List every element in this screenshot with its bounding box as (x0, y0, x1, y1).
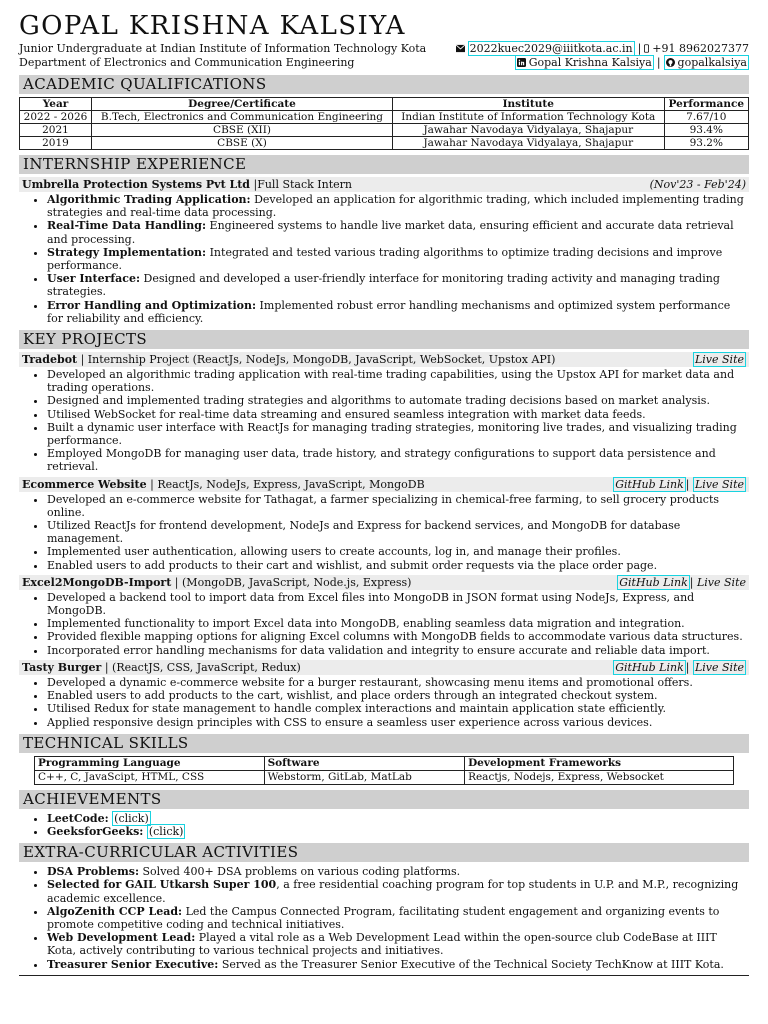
list-item: • Algorithmic Trading Application: Developed an application for algorithmic trading, which included implementing trading strategies and real-time data processing. (47, 193, 749, 219)
list-item: • Enabled users to add products to the cart, wishlist, and place orders through an integrated checkout system. (47, 689, 749, 702)
project-header-tradebot (19, 352, 749, 367)
academic-header-institute: Institute (393, 98, 665, 111)
subtitle-line-2: Department of Electronics and Communication Engineering (19, 56, 355, 69)
academic-header-performance: Performance (664, 98, 748, 111)
project-name: Tasty Burger (22, 660, 102, 674)
list-item: • Implemented user authentication, allowing users to create accounts, log in, and manage their profiles. (47, 545, 749, 558)
bottom-rule (19, 975, 749, 976)
list-item: • Developed an algorithmic trading application with real-time trading capabilities, using the Upstox API for market data and trading operations. (47, 368, 749, 394)
section-title-achievements: ACHIEVEMENTS (19, 790, 749, 809)
table-row (20, 124, 749, 137)
table-cell: Webstorm, GitLab, MatLab (264, 770, 465, 784)
table-row (35, 770, 734, 784)
link-separator: | (689, 575, 694, 589)
table-cell: 93.4% (664, 124, 748, 137)
project-name: Excel2MongoDB-Import (22, 575, 172, 589)
project-stack: | (MongoDB, JavaScript, Node.js, Express) (171, 575, 412, 589)
section-title-extracurricular: EXTRA-CURRICULAR ACTIVITIES (19, 843, 749, 862)
list-item: • AlgoZenith CCP Lead: Led the Campus Connected Program, facilitating student engagement and organizing events to promote competitive coding and technical initiatives. (47, 905, 749, 931)
list-item: • Implemented functionality to import Excel data into MongoDB, enabling seamless data migration and integration. (47, 617, 749, 630)
leetcode-link[interactable]: (click) (114, 811, 149, 825)
list-item: • Developed an e-commerce website for Tathagat, a farmer specializing in chemical-free farming, to sell grocery products online. (47, 493, 749, 519)
link-separator: | (685, 477, 690, 491)
skills-table (34, 756, 734, 785)
list-item: • Built a dynamic user interface with ReactJs for managing trading strategies, monitoring live trades, and visualizing trading performance. (47, 421, 749, 447)
list-item: • LeetCode: (click) (47, 812, 749, 825)
academic-table (19, 97, 749, 150)
project-bullets-excel2mongodb (19, 591, 749, 657)
table-cell: 2019 (20, 137, 92, 150)
candidate-name: GOPAL KRISHNA KALSIYA (19, 11, 406, 41)
list-item: • Developed a dynamic e-commerce website for a burger restaurant, showcasing menu items and promotional offers. (47, 676, 749, 689)
live-site-text: Live Site (696, 575, 746, 589)
github-label: gopalkalsiya (677, 56, 747, 69)
linkedin-link[interactable] (515, 55, 654, 70)
section-title-skills: TECHNICAL SKILLS (19, 734, 749, 753)
table-row (20, 137, 749, 150)
project-bullets-ecommerce (19, 493, 749, 572)
list-item: • Provided flexible mapping options for aligning Excel columns with MongoDB fields to accommodate various data structures. (47, 630, 749, 643)
github-link[interactable] (664, 55, 749, 70)
table-cell: C++, C, JavaScipt, HTML, CSS (35, 770, 265, 784)
list-item: • Developed a backend tool to import data from Excel files into MongoDB in JSON format using NodeJs, Express, and MongoDB. (47, 591, 749, 617)
section-title-academic: ACADEMIC QUALIFICATIONS (19, 75, 749, 94)
project-header-tasty-burger (19, 660, 749, 675)
list-item: • Error Handling and Optimization: Implemented robust error handling mechanisms and optimized system performance for reliability and efficiency. (47, 299, 749, 325)
project-header-excel2mongodb (19, 575, 749, 590)
project-stack: | Internship Project (ReactJs, NodeJs, MongoDB, JavaScript, WebSocket, Upstox API) (77, 353, 556, 367)
project-header-ecommerce (19, 477, 749, 492)
table-cell: CBSE (XII) (91, 124, 392, 137)
list-item: • DSA Problems: Solved 400+ DSA problems on various coding platforms. (47, 865, 749, 878)
geeksforgeeks-link[interactable]: (click) (148, 824, 184, 838)
live-site-link[interactable]: Live Site (694, 660, 744, 674)
list-item: • Enabled users to add products to their cart and wishlist, and submit order requests via the place order page. (47, 559, 749, 572)
skills-header-software: Software (264, 756, 465, 770)
table-cell: Reactjs, Nodejs, Express, Websocket (465, 770, 734, 784)
company-name: Umbrella Protection Systems Pvt Ltd (22, 178, 250, 191)
linkedin-label: Gopal Krishna Kalsiya (528, 56, 652, 69)
github-link[interactable]: GitHub Link (615, 660, 684, 674)
list-item: • Treasurer Senior Executive: Served as the Treasurer Senior Executive of the Technical Society TechKnow at IIIT Kota. (47, 958, 749, 971)
list-item: • Strategy Implementation: Integrated and tested various trading algorithms to optimize trading decisions and improve performance. (47, 246, 749, 272)
internship-role: |Full Stack Intern (253, 178, 352, 191)
skills-header-language: Programming Language (35, 756, 265, 770)
list-item: • Incorporated error handling mechanisms for data validation and integrity to ensure accurate and reliable data import. (47, 644, 749, 657)
project-stack: | ReactJs, NodeJs, Express, JavaScript, MongoDB (146, 477, 425, 491)
project-bullets-tradebot (19, 368, 749, 474)
extracurricular-list (19, 865, 749, 971)
list-item: • Applied responsive design principles with CSS to ensure a seamless user experience across various devices. (47, 716, 749, 729)
internship-dates: (Nov'23 - Feb'24) (649, 178, 746, 191)
achievements-list (19, 812, 749, 838)
list-item: • Designed and implemented trading strategies and algorithms to automate trading decisions based on market analysis. (47, 394, 749, 407)
resume-header: GOPAL KRISHNA KALSIYA Junior Undergraduate at Indian Institute of Information Technology Kota Department of Electronics and Communication Engineering 2022kuec2029@iiitkota.ac.in | +91 8962027377 Gopal Krishna Kalsiya | gopalkalsiya (19, 11, 749, 69)
email-link[interactable]: 2022kuec2029@iiitkota.ac.in (469, 42, 633, 55)
section-title-projects: KEY PROJECTS (19, 330, 749, 349)
email-icon (456, 42, 468, 55)
linkedin-icon (517, 56, 529, 69)
academic-header-year: Year (20, 98, 92, 111)
academic-header-degree: Degree/Certificate (91, 98, 392, 111)
list-item: • Web Development Lead: Played a vital role as a Web Development Lead within the open-source club CodeBase at IIIT Kota, actively contributing to various technical projects and initiatives. (47, 931, 749, 957)
table-cell: 2022 - 2026 (20, 111, 92, 124)
internship-entry-header (19, 177, 749, 192)
list-item: • Employed MongoDB for managing user data, trade history, and strategy configurations to support data persistence and retrieval. (47, 447, 749, 473)
internship-bullets (19, 193, 749, 325)
table-cell: CBSE (X) (91, 137, 392, 150)
live-site-link[interactable]: Live Site (694, 353, 744, 367)
project-bullets-tasty-burger (19, 676, 749, 729)
table-cell: Jawahar Navodaya Vidyalaya, Shajapur (393, 137, 665, 150)
table-cell: B.Tech, Electronics and Communication Engineering (91, 111, 392, 124)
list-item: • GeeksforGeeks: (click) (47, 825, 749, 838)
table-row (20, 111, 749, 124)
skills-header-frameworks: Development Frameworks (465, 756, 734, 770)
list-item: • Utilized ReactJs for frontend development, NodeJs and Express for backend services, and MongoDB for database management. (47, 519, 749, 545)
project-stack: | (ReactJS, CSS, JavaScript, Redux) (101, 660, 301, 674)
section-title-internship: INTERNSHIP EXPERIENCE (19, 155, 749, 174)
list-item: • Utilised WebSocket for real-time data streaming and ensured seamless integration with market data feeds. (47, 408, 749, 421)
table-cell: Indian Institute of Information Technology Kota (393, 111, 665, 124)
phone-number: +91 8962027377 (652, 42, 749, 55)
list-item: • Utilised Redux for state management to handle complex interactions and maintain application state efficiently. (47, 702, 749, 715)
github-link[interactable]: GitHub Link (619, 575, 688, 589)
link-separator: | (685, 660, 690, 674)
live-site-link[interactable]: Live Site (694, 477, 744, 491)
list-item: • Real-Time Data Handling: Engineered systems to handle live market data, ensuring efficient and accurate data retrieval and processing. (47, 219, 749, 245)
table-cell: 7.67/10 (664, 111, 748, 124)
project-name: Ecommerce Website (22, 477, 147, 491)
project-name: Tradebot (22, 353, 78, 367)
subtitle-line-1: Junior Undergraduate at Indian Institute of Information Technology Kota (19, 42, 427, 55)
table-cell: 93.2% (664, 137, 748, 150)
github-link[interactable]: GitHub Link (615, 477, 684, 491)
github-icon (666, 56, 678, 69)
table-cell: 2021 (20, 124, 92, 137)
list-item: • User Interface: Designed and developed a user-friendly interface for monitoring trading activity and managing trading strategies. (47, 272, 749, 298)
table-cell: Jawahar Navodaya Vidyalaya, Shajapur (393, 124, 665, 137)
list-item: • Selected for GAIL Utkarsh Super 100, a free residential coaching program for top students in U.P. and M.P., recognizing academic excellence. (47, 878, 749, 904)
